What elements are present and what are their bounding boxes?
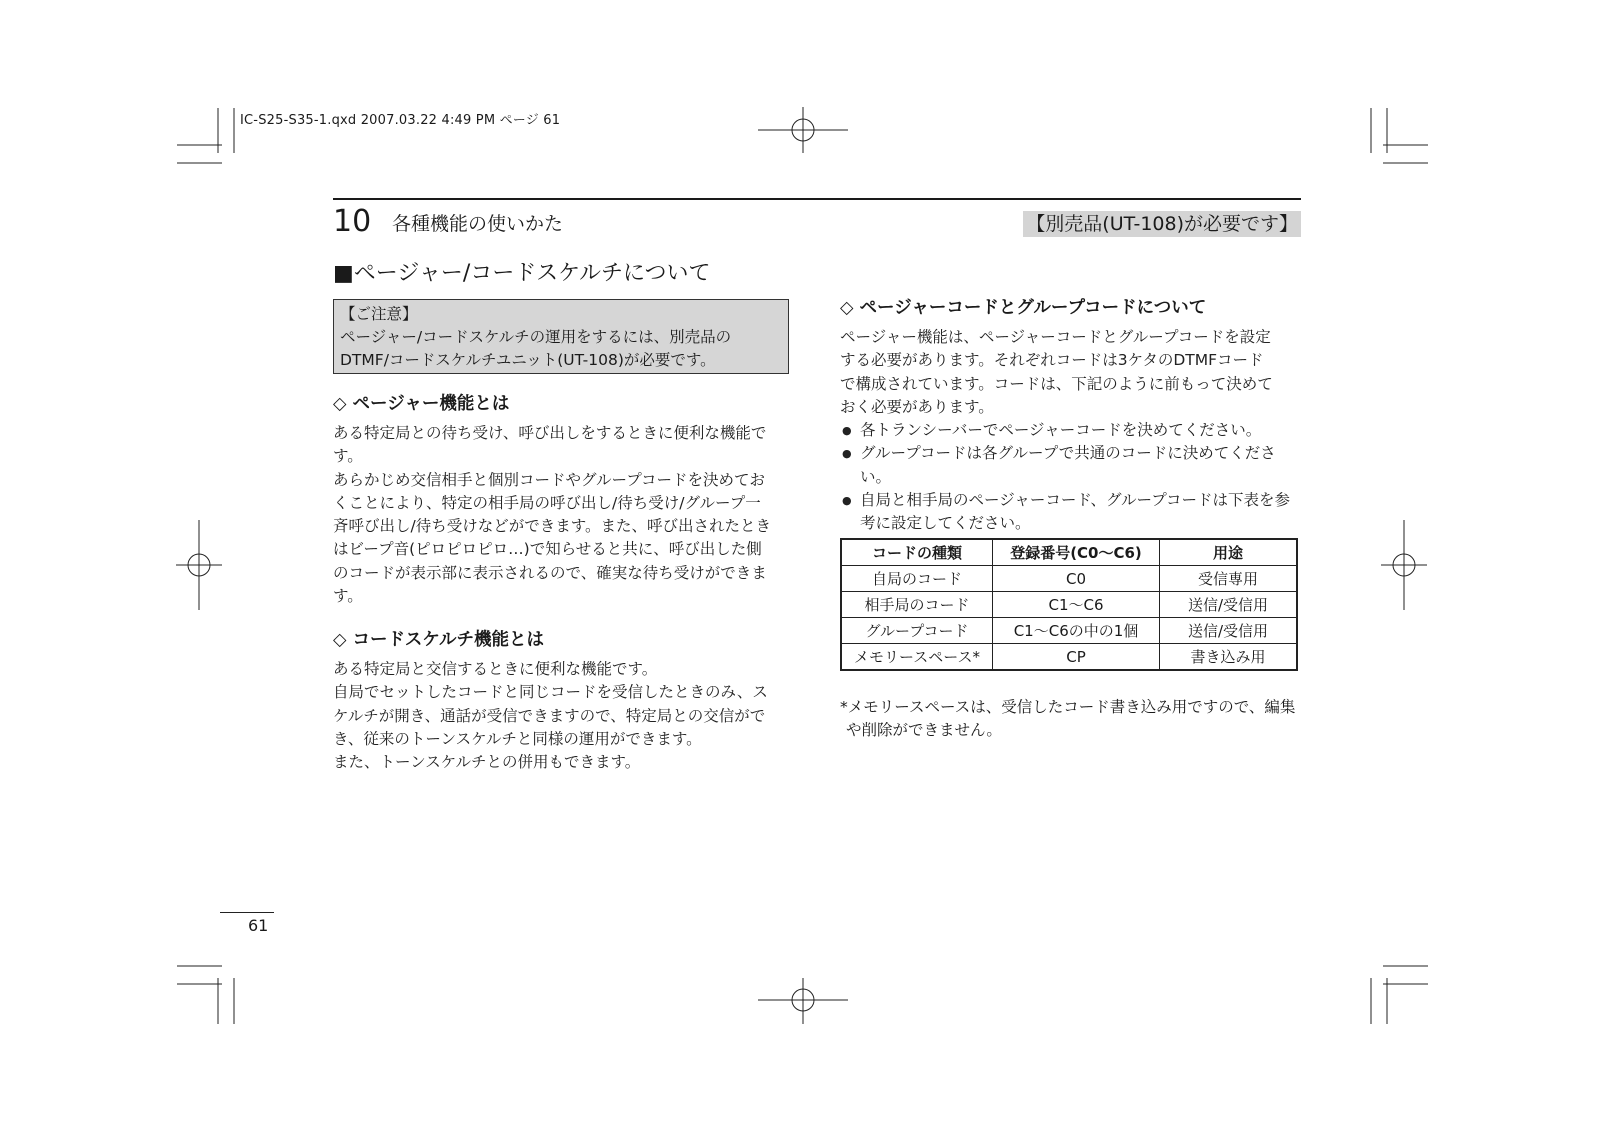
pager-heading: ◇ ページャー機能とは — [333, 394, 510, 414]
table-footnote — [840, 696, 1302, 743]
print-slug: IC-S25-S35-1.qxd 2007.03.22 4:49 PM ページ 61 — [240, 113, 561, 128]
table-row — [841, 592, 1297, 618]
body-line: き、従来のトーンスケルチと同様の運用ができます。 — [333, 729, 702, 748]
chapter-number: 10 — [333, 204, 372, 239]
pager-group-code-heading: ◇ ページャーコードとグループコードについて — [840, 298, 1207, 318]
col-header-purpose: 用途 — [1160, 539, 1298, 566]
table-cell: 書き込み用 — [1160, 644, 1298, 671]
notice-box — [333, 299, 789, 374]
table-cell: 自局のコード — [841, 566, 993, 592]
table-cell: CP — [993, 644, 1160, 671]
table-cell: 受信専用 — [1160, 566, 1298, 592]
bullet-list — [840, 419, 1302, 535]
notice-line: DTMF/コードスケルチユニット(UT-108)が必要です。 — [340, 351, 716, 369]
header-rule — [333, 198, 1301, 200]
body-line: す。 — [333, 587, 363, 606]
table-cell: 送信/受信用 — [1160, 592, 1298, 618]
page-number-rule — [220, 912, 274, 913]
table-cell: 送信/受信用 — [1160, 618, 1298, 644]
body-line: また、トーンスケルチとの併用もできます。 — [333, 753, 641, 772]
table-cell: グループコード — [841, 618, 993, 644]
body-line: 自局でセットしたコードと同じコードを受信したときのみ、ス — [333, 683, 768, 702]
notice-line: ページャー/コードスケルチの運用をするには、別売品の — [340, 328, 732, 346]
bullet-item: ● 自局と相手局のページャーコード、グループコードは下表を参考に設定してください。 — [840, 489, 1302, 536]
code-squelch-body — [333, 658, 793, 774]
body-line: で構成されています。コードは、下記のように前もって決めて — [840, 374, 1273, 393]
required-accessory-badge: 【別売品(UT-108)が必要です】 — [1023, 211, 1301, 237]
bullet-item: ● 各トランシーバーでページャーコードを決めてください。 — [840, 419, 1302, 442]
table-cell: 相手局のコード — [841, 592, 993, 618]
table-row — [841, 644, 1297, 671]
body-line: す。 — [333, 447, 363, 466]
footnote-line: *メモリースペースは、受信したコード書き込み用ですので、編集 — [840, 698, 1296, 716]
body-line: のコードが表示部に表示されるので、確実な待ち受けができま — [333, 563, 767, 582]
body-line: ケルチが開き、通話が受信できますので、特定局との交信がで — [333, 706, 766, 725]
intro-body — [840, 326, 1302, 419]
body-line: ある特定局との待ち受け、呼び出しをするときに便利な機能で — [333, 424, 767, 442]
pager-body — [333, 422, 793, 608]
body-line: ある特定局と交信するときに便利な機能です。 — [333, 660, 658, 678]
section-heading: ■ページャー/コードスケルチについて — [333, 261, 711, 286]
body-line: する必要があります。それぞれコードは3ケタのDTMFコード — [840, 351, 1264, 370]
code-squelch-heading: ◇ コードスケルチ機能とは — [333, 630, 544, 650]
body-line: はビープ音(ピロピロピロ…)で知らせると共に、呼び出した側 — [333, 540, 762, 559]
code-table-wrap — [840, 538, 1298, 671]
table-cell: C1〜C6の中の1個 — [993, 618, 1160, 644]
body-line: 斉呼び出し/待ち受けなどができます。また、呼び出されたとき — [333, 517, 771, 536]
page-number: 61 — [248, 916, 269, 935]
col-header-reg-number: 登録番号(C0〜C6) — [993, 539, 1160, 566]
body-line: くことにより、特定の相手局の呼び出し/待ち受け/グループ一 — [333, 493, 761, 512]
bullet-item: ● グループコードは各グループで共通のコードに決めてください。 — [840, 442, 1302, 489]
footnote-line: や削除ができません。 — [846, 721, 1002, 740]
body-line: おく必要があります。 — [840, 397, 994, 416]
table-cell: C0 — [993, 566, 1160, 592]
table-cell: C1〜C6 — [993, 592, 1160, 618]
body-line: あらかじめ交信相手と個別コードやグループコードを決めてお — [333, 470, 765, 489]
notice-title: 【ご注意】 — [340, 305, 418, 323]
chapter-title: 各種機能の使いかた — [392, 213, 564, 235]
table-row — [841, 618, 1297, 644]
col-header-code-type: コードの種類 — [841, 539, 993, 566]
table-row — [841, 566, 1297, 592]
table-header-row — [841, 539, 1297, 566]
pager-section — [333, 392, 793, 608]
code-table — [840, 538, 1298, 671]
code-squelch-section — [333, 628, 793, 774]
table-cell: メモリースペース* — [841, 644, 993, 671]
pager-group-code-section — [840, 296, 1302, 536]
body-line: ページャー機能は、ページャーコードとグループコードを設定 — [840, 328, 1271, 346]
